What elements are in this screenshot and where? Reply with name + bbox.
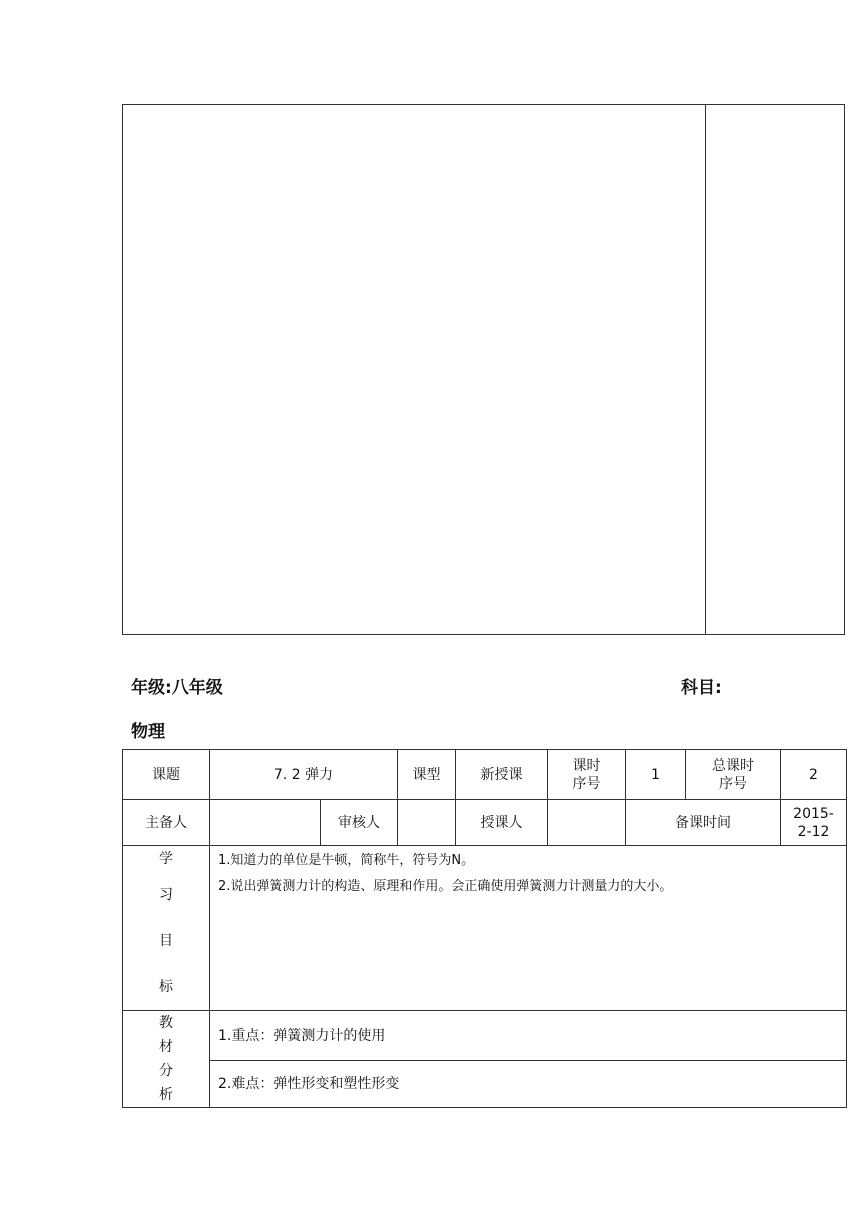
top-blank-table bbox=[122, 104, 845, 635]
key-point: 1.重点：弹簧测力计的使用 bbox=[210, 1011, 847, 1061]
lesson-type-value: 新授课 bbox=[456, 750, 548, 800]
row-difficult-point bbox=[123, 1061, 847, 1108]
row-topic bbox=[123, 750, 847, 800]
analysis-label bbox=[123, 1011, 210, 1108]
prep-time-label: 备课时间 bbox=[626, 800, 781, 846]
goals-label-char: 习 bbox=[159, 887, 173, 903]
grade-line: 年级:八年级 bbox=[131, 678, 223, 698]
topic-label: 课题 bbox=[123, 750, 210, 800]
reviewer-label: 审核人 bbox=[321, 800, 398, 846]
teacher-value bbox=[548, 800, 626, 846]
teacher-label: 授课人 bbox=[456, 800, 548, 846]
goals-content bbox=[210, 846, 847, 1011]
lesson-type-label: 课型 bbox=[398, 750, 456, 800]
goal-item: 1.知道力的单位是牛顿，简称牛，符号为N。 bbox=[218, 853, 475, 868]
total-period-label: 总课时 序号 bbox=[686, 750, 781, 800]
goals-label bbox=[123, 846, 210, 1011]
row-staff bbox=[123, 800, 847, 846]
period-no-value: 1 bbox=[626, 750, 686, 800]
total-period-value: 2 bbox=[781, 750, 847, 800]
preparer-label: 主备人 bbox=[123, 800, 210, 846]
period-no-label: 课时 序号 bbox=[548, 750, 626, 800]
difficult-point: 2.难点：弹性形变和塑性形变 bbox=[210, 1061, 847, 1108]
row-key-point bbox=[123, 1011, 847, 1061]
top-table-divider bbox=[705, 104, 706, 635]
row-goals bbox=[123, 846, 847, 1011]
goals-label-char: 学 bbox=[159, 851, 173, 867]
goal-item: 2.说出弹簧测力计的构造、原理和作用。会正确使用弹簧测力计测量力的大小。 bbox=[218, 879, 673, 894]
prep-time-value: 2015- 2-12 bbox=[781, 800, 847, 846]
preparer-value bbox=[210, 800, 321, 846]
analysis-label-char: 材 bbox=[159, 1039, 173, 1055]
topic-value: 7. 2 弹力 bbox=[210, 750, 398, 800]
lesson-info-table bbox=[122, 749, 847, 1108]
analysis-label-char: 教 bbox=[159, 1015, 173, 1031]
analysis-label-char: 析 bbox=[159, 1087, 173, 1103]
subject-label: 科目: bbox=[681, 678, 722, 698]
reviewer-value bbox=[398, 800, 456, 846]
analysis-label-char: 分 bbox=[159, 1063, 173, 1079]
goals-label-char: 目 bbox=[159, 933, 173, 949]
subject-value: 物理 bbox=[131, 722, 165, 742]
goals-label-char: 标 bbox=[159, 979, 173, 995]
